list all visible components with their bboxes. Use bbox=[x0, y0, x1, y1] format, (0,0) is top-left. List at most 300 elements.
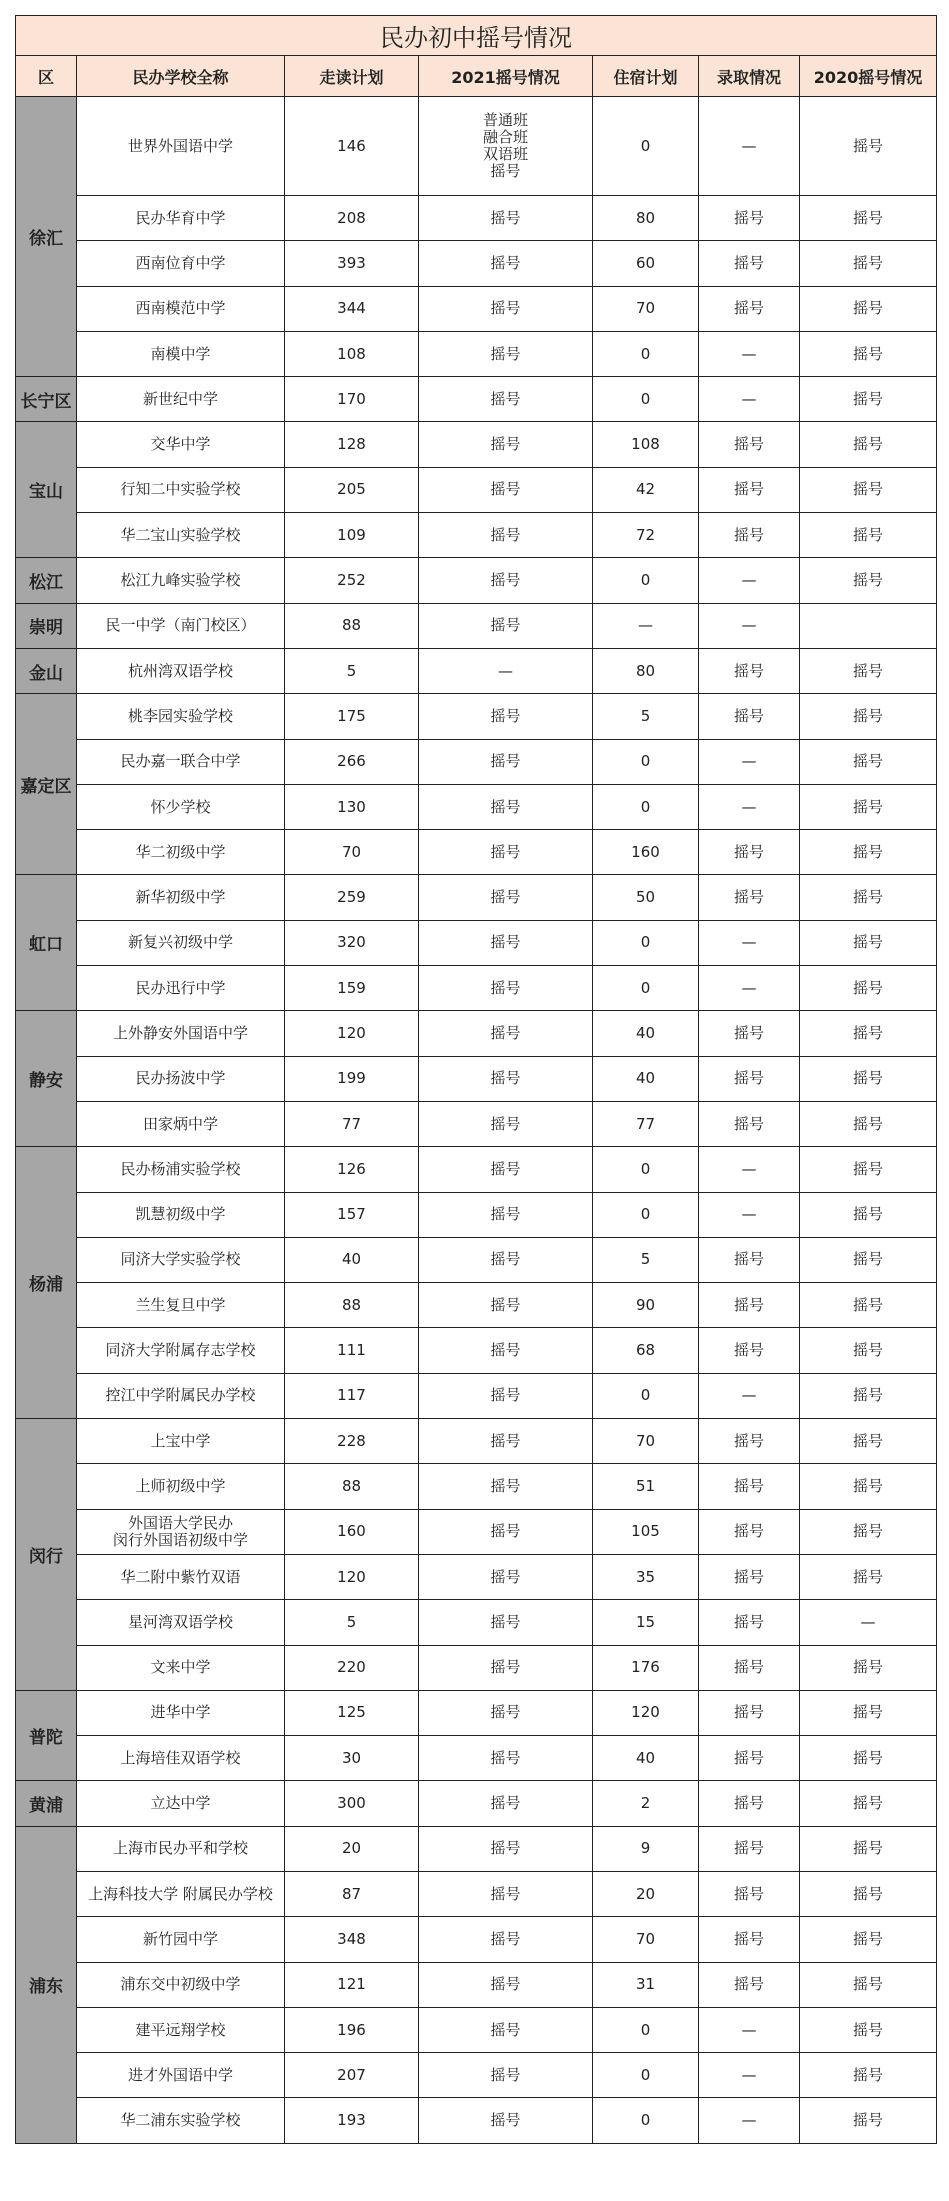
header-lottery-2021: 2021摇号情况 bbox=[419, 56, 593, 97]
district-cell: 松江 bbox=[16, 558, 77, 603]
admission-cell: — bbox=[699, 97, 800, 196]
lottery-2020-cell: 摇号 bbox=[800, 467, 937, 512]
lottery-2020-cell: 摇号 bbox=[800, 1917, 937, 1962]
lottery-2020-cell: 摇号 bbox=[800, 377, 937, 422]
admission-cell: 摇号 bbox=[699, 1283, 800, 1328]
lottery-2021-cell: 摇号 bbox=[419, 331, 593, 376]
day-plan-cell: 259 bbox=[285, 875, 419, 920]
boarding-plan-cell: 5 bbox=[593, 1237, 699, 1282]
table-row bbox=[16, 1781, 937, 1826]
lottery-2021-cell: 摇号 bbox=[419, 1419, 593, 1464]
boarding-plan-cell: 70 bbox=[593, 286, 699, 331]
admission-cell: 摇号 bbox=[699, 1237, 800, 1282]
school-name-cell: 华二浦东实验学校 bbox=[77, 2098, 285, 2143]
boarding-plan-cell: 0 bbox=[593, 1192, 699, 1237]
lottery-2021-cell: 摇号 bbox=[419, 513, 593, 558]
admission-cell: 摇号 bbox=[699, 875, 800, 920]
table-row bbox=[16, 467, 937, 512]
boarding-plan-cell: 0 bbox=[593, 1373, 699, 1418]
district-cell: 长宁区 bbox=[16, 377, 77, 422]
day-plan-cell: 5 bbox=[285, 648, 419, 693]
school-name-cell: 进才外国语中学 bbox=[77, 2053, 285, 2098]
lottery-2020-cell: 摇号 bbox=[800, 784, 937, 829]
admission-cell: 摇号 bbox=[699, 830, 800, 875]
lottery-2021-cell: 摇号 bbox=[419, 739, 593, 784]
school-name-cell: 新世纪中学 bbox=[77, 377, 285, 422]
header-day-plan: 走读计划 bbox=[285, 56, 419, 97]
table-title: 民办初中摇号情况 bbox=[16, 16, 937, 56]
lottery-2020-cell: 摇号 bbox=[800, 1826, 937, 1871]
lottery-2021-cell: 摇号 bbox=[419, 1464, 593, 1509]
day-plan-cell: 88 bbox=[285, 1283, 419, 1328]
boarding-plan-cell: 105 bbox=[593, 1509, 699, 1554]
table-row bbox=[16, 196, 937, 241]
lottery-2021-cell: 摇号 bbox=[419, 1690, 593, 1735]
header-district: 区 bbox=[16, 56, 77, 97]
admission-cell: 摇号 bbox=[699, 1962, 800, 2007]
day-plan-cell: 20 bbox=[285, 1826, 419, 1871]
school-name-cell: 世界外国语中学 bbox=[77, 97, 285, 196]
table-row bbox=[16, 2098, 937, 2143]
day-plan-cell: 159 bbox=[285, 966, 419, 1011]
table-row bbox=[16, 241, 937, 286]
school-name-cell: 星河湾双语学校 bbox=[77, 1600, 285, 1645]
table-row bbox=[16, 1690, 937, 1735]
lottery-2021-cell: 摇号 bbox=[419, 558, 593, 603]
lottery-2020-cell: 摇号 bbox=[800, 1781, 937, 1826]
boarding-plan-cell: 60 bbox=[593, 241, 699, 286]
school-name-cell: 立达中学 bbox=[77, 1781, 285, 1826]
table-row bbox=[16, 1328, 937, 1373]
admission-cell: 摇号 bbox=[699, 1101, 800, 1146]
lottery-2020-cell: 摇号 bbox=[800, 875, 937, 920]
day-plan-cell: 170 bbox=[285, 377, 419, 422]
lottery-2020-cell bbox=[800, 603, 937, 648]
lottery-2020-cell: 摇号 bbox=[800, 648, 937, 693]
district-cell: 金山 bbox=[16, 648, 77, 693]
lottery-2020-cell: 摇号 bbox=[800, 830, 937, 875]
table-row bbox=[16, 1373, 937, 1418]
table-row bbox=[16, 558, 937, 603]
boarding-plan-cell: 0 bbox=[593, 2053, 699, 2098]
day-plan-cell: 157 bbox=[285, 1192, 419, 1237]
lottery-2021-cell: 摇号 bbox=[419, 1736, 593, 1781]
lottery-2021-cell: 摇号 bbox=[419, 1147, 593, 1192]
day-plan-cell: 175 bbox=[285, 694, 419, 739]
lottery-2021-cell: 摇号 bbox=[419, 1011, 593, 1056]
lottery-2021-cell: 摇号 bbox=[419, 1826, 593, 1871]
school-name-cell: 华二初级中学 bbox=[77, 830, 285, 875]
school-name-cell: 上海市民办平和学校 bbox=[77, 1826, 285, 1871]
school-name-cell: 民办迅行中学 bbox=[77, 966, 285, 1011]
lottery-2021-cell: 摇号 bbox=[419, 830, 593, 875]
district-cell: 静安 bbox=[16, 1011, 77, 1147]
admission-cell: — bbox=[699, 331, 800, 376]
lottery-2021-cell: 摇号 bbox=[419, 1645, 593, 1690]
lottery-2020-cell: 摇号 bbox=[800, 1237, 937, 1282]
table-row bbox=[16, 1600, 937, 1645]
admission-cell: 摇号 bbox=[699, 694, 800, 739]
admission-cell: — bbox=[699, 739, 800, 784]
lottery-2021-cell: 摇号 bbox=[419, 1917, 593, 1962]
boarding-plan-cell: 35 bbox=[593, 1554, 699, 1599]
day-plan-cell: 228 bbox=[285, 1419, 419, 1464]
district-cell: 浦东 bbox=[16, 1826, 77, 2143]
school-name-cell: 田家炳中学 bbox=[77, 1101, 285, 1146]
school-name-cell: 交华中学 bbox=[77, 422, 285, 467]
boarding-plan-cell: 0 bbox=[593, 558, 699, 603]
boarding-plan-cell: 120 bbox=[593, 1690, 699, 1735]
lottery-2021-cell: 摇号 bbox=[419, 1328, 593, 1373]
district-cell: 普陀 bbox=[16, 1690, 77, 1781]
lottery-2020-cell: 摇号 bbox=[800, 286, 937, 331]
table-row bbox=[16, 739, 937, 784]
day-plan-cell: 30 bbox=[285, 1736, 419, 1781]
table-row bbox=[16, 1283, 937, 1328]
admission-cell: — bbox=[699, 558, 800, 603]
day-plan-cell: 207 bbox=[285, 2053, 419, 2098]
lottery-2020-cell: 摇号 bbox=[800, 1962, 937, 2007]
lottery-2020-cell: 摇号 bbox=[800, 558, 937, 603]
table-row bbox=[16, 1554, 937, 1599]
admission-cell: 摇号 bbox=[699, 286, 800, 331]
table-row bbox=[16, 1464, 937, 1509]
lottery-2021-cell: 摇号 bbox=[419, 467, 593, 512]
district-cell: 徐汇 bbox=[16, 97, 77, 377]
school-name-cell: 建平远翔学校 bbox=[77, 2007, 285, 2052]
school-name-cell: 新华初级中学 bbox=[77, 875, 285, 920]
day-plan-cell: 193 bbox=[285, 2098, 419, 2143]
lottery-2020-cell: 摇号 bbox=[800, 1283, 937, 1328]
school-name-cell: 松江九峰实验学校 bbox=[77, 558, 285, 603]
lottery-2021-cell: 摇号 bbox=[419, 920, 593, 965]
table-row bbox=[16, 1509, 937, 1554]
table-row bbox=[16, 1101, 937, 1146]
school-name-cell: 西南位育中学 bbox=[77, 241, 285, 286]
day-plan-cell: 108 bbox=[285, 331, 419, 376]
lottery-2021-cell: 摇号 bbox=[419, 1600, 593, 1645]
lottery-2020-cell: 摇号 bbox=[800, 694, 937, 739]
boarding-plan-cell: 40 bbox=[593, 1736, 699, 1781]
table-row bbox=[16, 1736, 937, 1781]
lottery-2020-cell: 摇号 bbox=[800, 2098, 937, 2143]
admission-cell: 摇号 bbox=[699, 1645, 800, 1690]
school-name-cell: 怀少学校 bbox=[77, 784, 285, 829]
admission-cell: 摇号 bbox=[699, 1917, 800, 1962]
district-cell: 闵行 bbox=[16, 1419, 77, 1691]
day-plan-cell: 320 bbox=[285, 920, 419, 965]
lottery-2021-cell: 摇号 bbox=[419, 377, 593, 422]
admission-cell: 摇号 bbox=[699, 513, 800, 558]
school-name-cell: 进华中学 bbox=[77, 1690, 285, 1735]
lottery-2021-cell: 摇号 bbox=[419, 966, 593, 1011]
admission-cell: 摇号 bbox=[699, 1464, 800, 1509]
lottery-2021-cell: 摇号 bbox=[419, 784, 593, 829]
lottery-2021-cell: 摇号 bbox=[419, 241, 593, 286]
table-row bbox=[16, 422, 937, 467]
table-row bbox=[16, 1056, 937, 1101]
boarding-plan-cell: 40 bbox=[593, 1011, 699, 1056]
table-row bbox=[16, 603, 937, 648]
boarding-plan-cell: 108 bbox=[593, 422, 699, 467]
lottery-2021-cell: 摇号 bbox=[419, 2098, 593, 2143]
day-plan-cell: 77 bbox=[285, 1101, 419, 1146]
day-plan-cell: 121 bbox=[285, 1962, 419, 2007]
boarding-plan-cell: 5 bbox=[593, 694, 699, 739]
admission-cell: 摇号 bbox=[699, 422, 800, 467]
lottery-2020-cell: 摇号 bbox=[800, 2053, 937, 2098]
day-plan-cell: 160 bbox=[285, 1509, 419, 1554]
day-plan-cell: 125 bbox=[285, 1690, 419, 1735]
admission-cell: 摇号 bbox=[699, 1781, 800, 1826]
district-cell: 嘉定区 bbox=[16, 694, 77, 875]
table-row bbox=[16, 377, 937, 422]
lottery-2021-cell: 摇号 bbox=[419, 1237, 593, 1282]
school-name-cell: 西南模范中学 bbox=[77, 286, 285, 331]
table-row bbox=[16, 2007, 937, 2052]
table-row bbox=[16, 1871, 937, 1916]
table-row bbox=[16, 97, 937, 196]
admission-cell: — bbox=[699, 1147, 800, 1192]
boarding-plan-cell: 72 bbox=[593, 513, 699, 558]
table-row bbox=[16, 784, 937, 829]
lottery-2021-cell: 摇号 bbox=[419, 1871, 593, 1916]
district-cell: 杨浦 bbox=[16, 1147, 77, 1419]
header-lottery-2020: 2020摇号情况 bbox=[800, 56, 937, 97]
boarding-plan-cell: 90 bbox=[593, 1283, 699, 1328]
admission-cell: — bbox=[699, 1373, 800, 1418]
admission-cell: 摇号 bbox=[699, 1328, 800, 1373]
lottery-2020-cell: 摇号 bbox=[800, 1645, 937, 1690]
boarding-plan-cell: 176 bbox=[593, 1645, 699, 1690]
table-row bbox=[16, 1917, 937, 1962]
school-name-cell: 上外静安外国语中学 bbox=[77, 1011, 285, 1056]
admission-cell: 摇号 bbox=[699, 1736, 800, 1781]
lottery-2020-cell: 摇号 bbox=[800, 1554, 937, 1599]
day-plan-cell: 70 bbox=[285, 830, 419, 875]
day-plan-cell: 146 bbox=[285, 97, 419, 196]
lottery-2020-cell: 摇号 bbox=[800, 241, 937, 286]
lottery-2021-cell: 摇号 bbox=[419, 875, 593, 920]
lottery-2021-cell: 摇号 bbox=[419, 1101, 593, 1146]
table-row bbox=[16, 875, 937, 920]
admission-cell: 摇号 bbox=[699, 196, 800, 241]
table-row bbox=[16, 1962, 937, 2007]
table-row bbox=[16, 2053, 937, 2098]
lottery-2021-cell: 摇号 bbox=[419, 286, 593, 331]
admission-cell: 摇号 bbox=[699, 1690, 800, 1735]
table-row bbox=[16, 966, 937, 1011]
table-row bbox=[16, 1011, 937, 1056]
lottery-2020-cell: 摇号 bbox=[800, 331, 937, 376]
boarding-plan-cell: 0 bbox=[593, 1147, 699, 1192]
table-row bbox=[16, 331, 937, 376]
day-plan-cell: 266 bbox=[285, 739, 419, 784]
lottery-2020-cell: 摇号 bbox=[800, 1690, 937, 1735]
boarding-plan-cell: 80 bbox=[593, 648, 699, 693]
district-cell: 宝山 bbox=[16, 422, 77, 558]
lottery-2020-cell: 摇号 bbox=[800, 920, 937, 965]
admission-cell: 摇号 bbox=[699, 1056, 800, 1101]
table-row bbox=[16, 1147, 937, 1192]
school-name-cell: 上海培佳双语学校 bbox=[77, 1736, 285, 1781]
boarding-plan-cell: 50 bbox=[593, 875, 699, 920]
boarding-plan-cell: 0 bbox=[593, 97, 699, 196]
boarding-plan-cell: 42 bbox=[593, 467, 699, 512]
boarding-plan-cell: 0 bbox=[593, 920, 699, 965]
lottery-2020-cell: 摇号 bbox=[800, 2007, 937, 2052]
day-plan-cell: 109 bbox=[285, 513, 419, 558]
admission-cell: — bbox=[699, 377, 800, 422]
day-plan-cell: 344 bbox=[285, 286, 419, 331]
lottery-2020-cell: 摇号 bbox=[800, 966, 937, 1011]
day-plan-cell: 199 bbox=[285, 1056, 419, 1101]
table-row bbox=[16, 830, 937, 875]
admission-cell: — bbox=[699, 966, 800, 1011]
table-row bbox=[16, 694, 937, 739]
school-name-cell: 行知二中实验学校 bbox=[77, 467, 285, 512]
school-name-cell: 杭州湾双语学校 bbox=[77, 648, 285, 693]
lottery-2020-cell: 摇号 bbox=[800, 1373, 937, 1418]
school-name-cell: 控江中学附属民办学校 bbox=[77, 1373, 285, 1418]
admission-cell: — bbox=[699, 2007, 800, 2052]
school-name-cell: 民一中学（南门校区） bbox=[77, 603, 285, 648]
table-row bbox=[16, 920, 937, 965]
school-name-cell: 民办杨浦实验学校 bbox=[77, 1147, 285, 1192]
day-plan-cell: 88 bbox=[285, 1464, 419, 1509]
lottery-2021-cell: 摇号 bbox=[419, 2007, 593, 2052]
boarding-plan-cell: — bbox=[593, 603, 699, 648]
lottery-2020-cell: 摇号 bbox=[800, 739, 937, 784]
school-name-cell: 上宝中学 bbox=[77, 1419, 285, 1464]
lottery-2020-cell: 摇号 bbox=[800, 1101, 937, 1146]
boarding-plan-cell: 0 bbox=[593, 739, 699, 784]
school-name-cell: 外国语大学民办 闵行外国语初级中学 bbox=[77, 1509, 285, 1554]
school-name-cell: 同济大学实验学校 bbox=[77, 1237, 285, 1282]
header-admission: 录取情况 bbox=[699, 56, 800, 97]
lottery-2021-cell: 摇号 bbox=[419, 196, 593, 241]
lottery-2020-cell: 摇号 bbox=[800, 97, 937, 196]
boarding-plan-cell: 0 bbox=[593, 331, 699, 376]
table-row bbox=[16, 286, 937, 331]
boarding-plan-cell: 0 bbox=[593, 2098, 699, 2143]
lottery-2020-cell: 摇号 bbox=[800, 1328, 937, 1373]
boarding-plan-cell: 0 bbox=[593, 784, 699, 829]
lottery-2021-cell: 摇号 bbox=[419, 1283, 593, 1328]
lottery-2020-cell: — bbox=[800, 1600, 937, 1645]
school-name-cell: 新竹园中学 bbox=[77, 1917, 285, 1962]
admission-cell: 摇号 bbox=[699, 1600, 800, 1645]
day-plan-cell: 117 bbox=[285, 1373, 419, 1418]
lottery-2021-cell: 摇号 bbox=[419, 694, 593, 739]
school-name-cell: 凯慧初级中学 bbox=[77, 1192, 285, 1237]
school-name-cell: 华二宝山实验学校 bbox=[77, 513, 285, 558]
day-plan-cell: 348 bbox=[285, 1917, 419, 1962]
boarding-plan-cell: 0 bbox=[593, 377, 699, 422]
admission-cell: 摇号 bbox=[699, 1419, 800, 1464]
district-cell: 崇明 bbox=[16, 603, 77, 648]
day-plan-cell: 126 bbox=[285, 1147, 419, 1192]
table-row bbox=[16, 1826, 937, 1871]
school-name-cell: 新复兴初级中学 bbox=[77, 920, 285, 965]
lottery-2021-cell: 摇号 bbox=[419, 422, 593, 467]
district-cell: 黄浦 bbox=[16, 1781, 77, 1826]
admission-cell: — bbox=[699, 603, 800, 648]
boarding-plan-cell: 31 bbox=[593, 1962, 699, 2007]
boarding-plan-cell: 2 bbox=[593, 1781, 699, 1826]
school-name-cell: 南模中学 bbox=[77, 331, 285, 376]
table-row bbox=[16, 513, 937, 558]
lottery-2020-cell: 摇号 bbox=[800, 1419, 937, 1464]
school-name-cell: 上师初级中学 bbox=[77, 1464, 285, 1509]
admission-cell: — bbox=[699, 2098, 800, 2143]
lottery-table bbox=[15, 15, 937, 2144]
admission-cell: 摇号 bbox=[699, 241, 800, 286]
district-cell: 虹口 bbox=[16, 875, 77, 1011]
lottery-2021-cell: 普通班 融合班 双语班 摇号 bbox=[419, 97, 593, 196]
admission-cell: 摇号 bbox=[699, 1011, 800, 1056]
table-row bbox=[16, 1192, 937, 1237]
day-plan-cell: 300 bbox=[285, 1781, 419, 1826]
table-row bbox=[16, 1237, 937, 1282]
boarding-plan-cell: 0 bbox=[593, 2007, 699, 2052]
admission-cell: — bbox=[699, 2053, 800, 2098]
admission-cell: 摇号 bbox=[699, 467, 800, 512]
admission-cell: — bbox=[699, 920, 800, 965]
day-plan-cell: 87 bbox=[285, 1871, 419, 1916]
header-boarding-plan: 住宿计划 bbox=[593, 56, 699, 97]
boarding-plan-cell: 0 bbox=[593, 966, 699, 1011]
day-plan-cell: 393 bbox=[285, 241, 419, 286]
boarding-plan-cell: 15 bbox=[593, 1600, 699, 1645]
day-plan-cell: 208 bbox=[285, 196, 419, 241]
school-name-cell: 同济大学附属存志学校 bbox=[77, 1328, 285, 1373]
lottery-2020-cell: 摇号 bbox=[800, 1736, 937, 1781]
day-plan-cell: 130 bbox=[285, 784, 419, 829]
boarding-plan-cell: 51 bbox=[593, 1464, 699, 1509]
school-name-cell: 民办嘉一联合中学 bbox=[77, 739, 285, 784]
lottery-2020-cell: 摇号 bbox=[800, 1011, 937, 1056]
school-name-cell: 文来中学 bbox=[77, 1645, 285, 1690]
lottery-2020-cell: 摇号 bbox=[800, 1464, 937, 1509]
lottery-2021-cell: 摇号 bbox=[419, 2053, 593, 2098]
table-row bbox=[16, 1645, 937, 1690]
table-row bbox=[16, 1419, 937, 1464]
lottery-2021-cell: 摇号 bbox=[419, 1554, 593, 1599]
day-plan-cell: 252 bbox=[285, 558, 419, 603]
boarding-plan-cell: 70 bbox=[593, 1917, 699, 1962]
admission-cell: 摇号 bbox=[699, 1871, 800, 1916]
day-plan-cell: 220 bbox=[285, 1645, 419, 1690]
boarding-plan-cell: 9 bbox=[593, 1826, 699, 1871]
school-name-cell: 浦东交中初级中学 bbox=[77, 1962, 285, 2007]
school-name-cell: 民办华育中学 bbox=[77, 196, 285, 241]
lottery-2020-cell: 摇号 bbox=[800, 422, 937, 467]
day-plan-cell: 111 bbox=[285, 1328, 419, 1373]
lottery-2020-cell: 摇号 bbox=[800, 1871, 937, 1916]
lottery-2020-cell: 摇号 bbox=[800, 1056, 937, 1101]
header-school-name: 民办学校全称 bbox=[77, 56, 285, 97]
lottery-2021-cell: 摇号 bbox=[419, 1056, 593, 1101]
lottery-2020-cell: 摇号 bbox=[800, 196, 937, 241]
day-plan-cell: 196 bbox=[285, 2007, 419, 2052]
school-name-cell: 上海科技大学 附属民办学校 bbox=[77, 1871, 285, 1916]
day-plan-cell: 128 bbox=[285, 422, 419, 467]
boarding-plan-cell: 160 bbox=[593, 830, 699, 875]
lottery-2021-cell: 摇号 bbox=[419, 1962, 593, 2007]
lottery-2021-cell: — bbox=[419, 648, 593, 693]
boarding-plan-cell: 70 bbox=[593, 1419, 699, 1464]
